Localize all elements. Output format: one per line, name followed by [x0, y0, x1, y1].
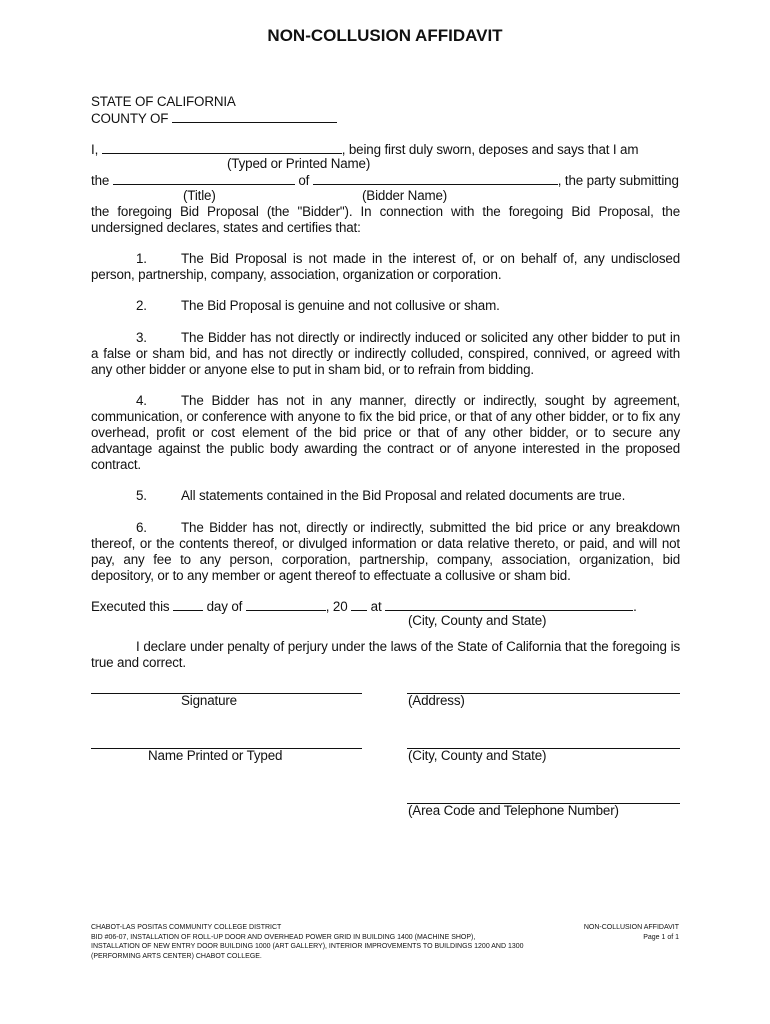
page-number: Page 1 of 1: [643, 933, 679, 941]
item-text: The Bid Proposal is not made in the interest of, or on behalf of, any undisclosed person, partnership, company, association, organization or corporation.: [91, 251, 680, 282]
item-number: 5.: [136, 488, 147, 503]
item-3: [91, 330, 680, 378]
footer-line: (PERFORMING ARTS CENTER) CHABOT COLLEGE.: [91, 952, 262, 960]
footer-right: [584, 923, 679, 942]
footer-doc-title: NON-COLLUSION AFFIDAVIT: [583, 924, 679, 931]
of-label: of: [298, 173, 310, 188]
printed-name-caption: Name Printed or Typed: [148, 748, 283, 763]
county-label: COUNTY OF: [91, 111, 169, 126]
name-field[interactable]: [102, 141, 342, 154]
footer-line: INSTALLATION OF NEW ENTRY DOOR BUILDING 1000 (ART GALLERY), INTERIOR IMPROVEMENTS TO BUILDINGS 1200 AND 1300: [91, 943, 524, 950]
day-of-label: day of: [206, 599, 243, 614]
item-text: The Bidder has not in any manner, directly or indirectly, sought by agreement, communication, or conference with anyone to fix the bid price, or that of any other bidder, or to fix any overhead, profit or cost element of the bid price or that of any other bidder, or to secure any advantage against the public body awarding the contract or of anyone interested in the proposed contract.: [91, 393, 680, 472]
phone-caption: (Area Code and Telephone Number): [408, 803, 619, 818]
intro-paragraph: the foregoing Bid Proposal (the "Bidder"). In connection with the foregoing Bid Proposal, the undersigned declares, states and certifies that:: [91, 204, 680, 235]
title-line: [91, 172, 680, 189]
sworn-text: , being first duly sworn, deposes and says that I am: [341, 142, 639, 157]
executed-label: Executed this: [91, 599, 170, 614]
day-field[interactable]: [173, 598, 203, 611]
name-line: [91, 141, 680, 158]
bidder-caption: (Bidder Name): [362, 188, 448, 203]
item-number: 4.: [136, 393, 147, 408]
at-label: at: [370, 599, 382, 614]
executed-line: [91, 598, 680, 615]
name-caption: (Typed or Printed Name): [227, 156, 371, 171]
year-label: , 20: [325, 599, 348, 614]
item-2: [91, 298, 680, 314]
item-number: 3.: [136, 330, 147, 345]
footer-line: BID #06-07, INSTALLATION OF ROLL-UP DOOR AND OVERHEAD POWER GRID IN BUILDING 1400 (MACHINE SHOP),: [91, 933, 476, 941]
item-number: 2.: [136, 298, 147, 313]
year-field[interactable]: [351, 598, 367, 611]
declaration: I declare under penalty of perjury under the laws of the State of California that the foregoing is true and correct.: [91, 639, 680, 670]
period: .: [633, 599, 637, 614]
signature-caption: Signature: [181, 693, 237, 708]
the-label: the: [91, 173, 110, 188]
item-4: [91, 393, 680, 473]
item-text: The Bid Proposal is genuine and not collusive or sham.: [181, 298, 500, 313]
state-label: STATE OF CALIFORNIA: [91, 94, 236, 109]
item-text: All statements contained in the Bid Proposal and related documents are true.: [181, 488, 626, 503]
place-field[interactable]: [385, 598, 633, 611]
item-text: The Bidder has not directly or indirectly induced or solicited any other bidder to put in a false or sham bid, and has not directly or indirectly colluded, conspired, connived, or agreed with any other bidder or anyone else to put in sham bid, or to refrain from bidding.: [91, 330, 680, 377]
title-caption: (Title): [183, 188, 216, 203]
place-caption: (City, County and State): [408, 613, 547, 628]
footer-left: [91, 923, 524, 961]
city-state-caption: (City, County and State): [408, 748, 547, 763]
item-text: The Bidder has not, directly or indirectly, submitted the bid price or any breakdown thereof, or the contents thereof, or divulged information or data relative thereto, or paid, and will not pay, any fee to any person, corporation, partnership, company, association, organization, bid depository, or to any member or agent thereof to effectuate a collusive or sham bid.: [91, 520, 680, 583]
item-number: 6.: [136, 520, 147, 535]
footer-line: CHABOT-LAS POSITAS COMMUNITY COLLEGE DISTRICT: [91, 924, 282, 931]
party-text: , the party submitting: [557, 173, 679, 188]
i-label: I,: [91, 142, 99, 157]
state-line: [91, 94, 236, 110]
item-5: [91, 488, 680, 504]
title-field[interactable]: [113, 172, 295, 185]
address-caption: (Address): [408, 693, 465, 708]
bidder-name-field[interactable]: [313, 172, 558, 185]
county-line: [91, 110, 337, 127]
item-number: 1.: [136, 251, 147, 266]
item-1: [91, 251, 680, 283]
document-title: NON-COLLUSION AFFIDAVIT: [267, 26, 503, 45]
county-field[interactable]: [172, 110, 337, 123]
month-field[interactable]: [246, 598, 326, 611]
item-6: [91, 520, 680, 584]
